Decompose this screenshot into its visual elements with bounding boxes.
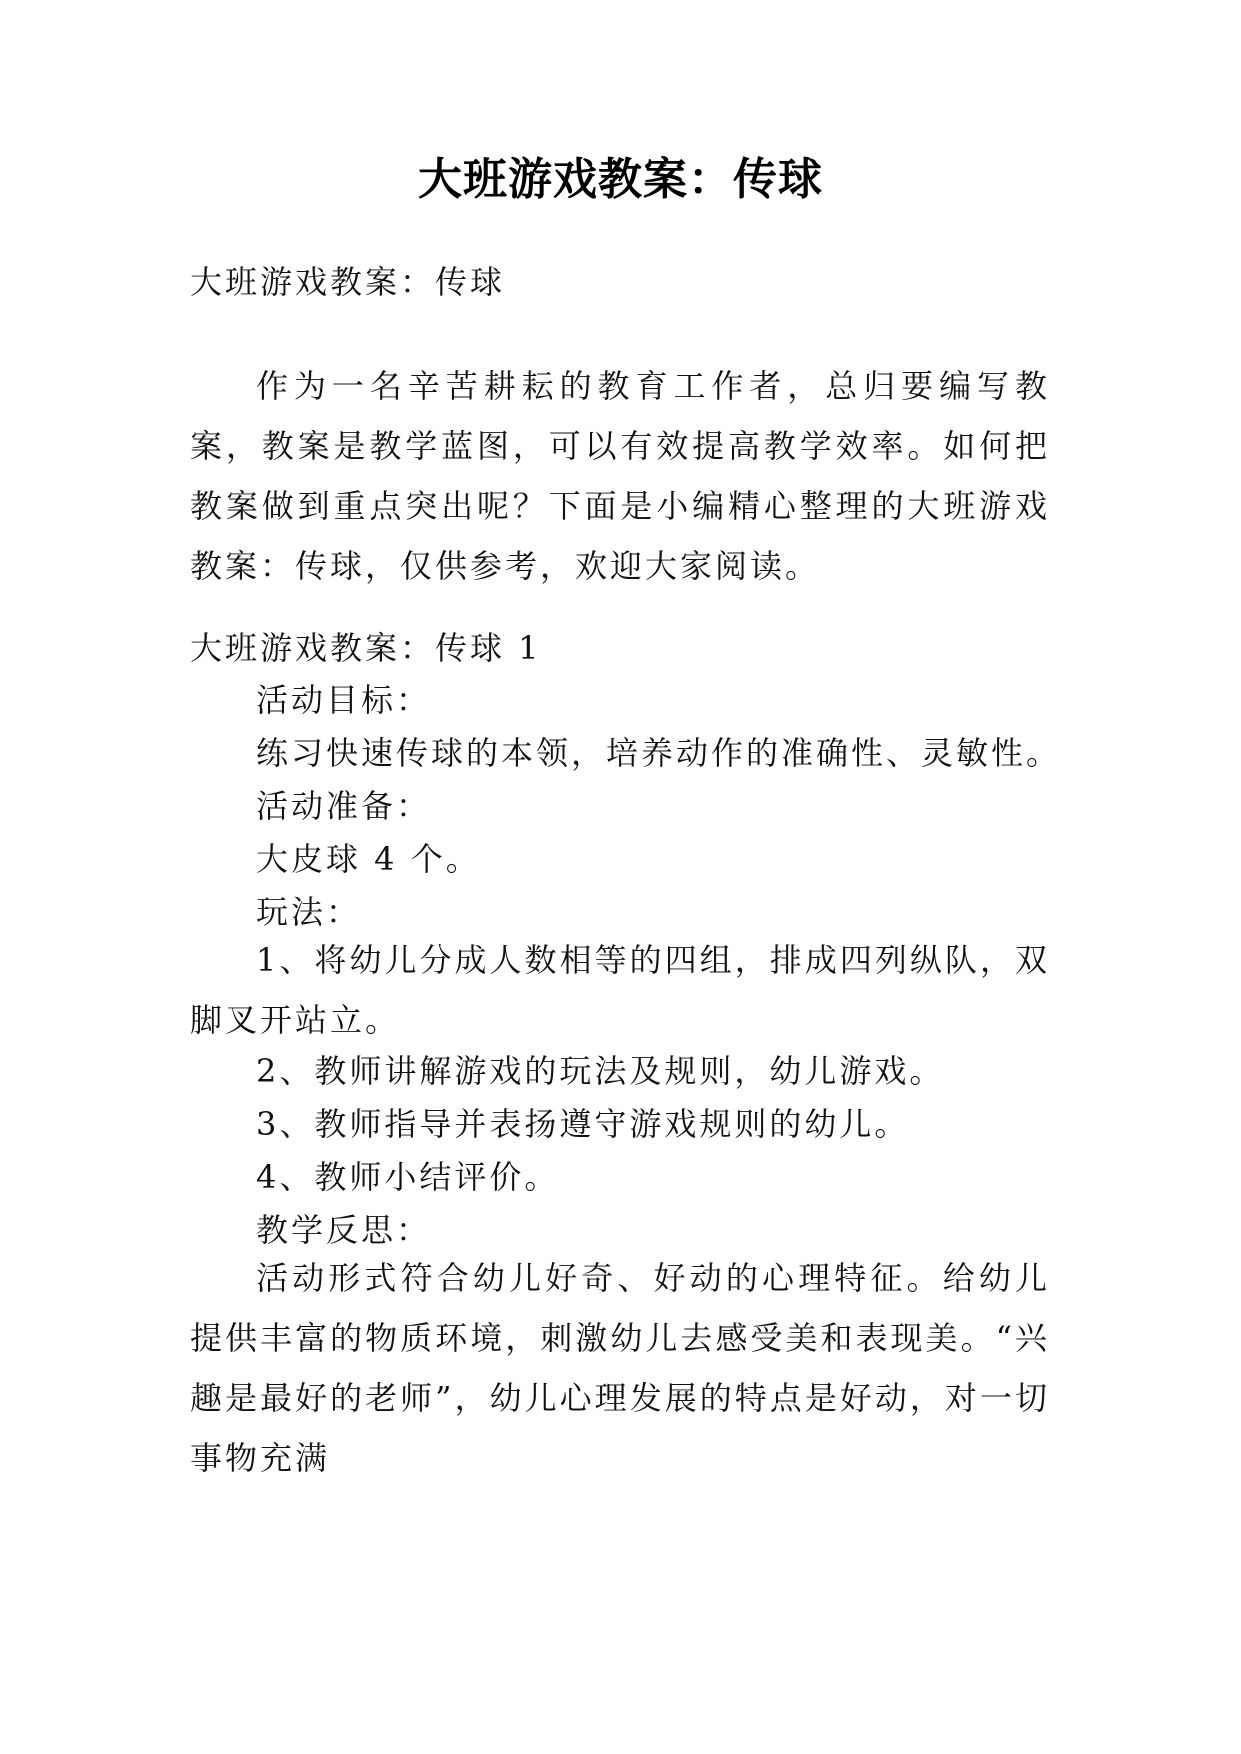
document-title: 大班游戏教案：传球 bbox=[418, 154, 823, 205]
goal-text: 练习快速传球的本领，培养动作的准确性、灵敏性。 bbox=[256, 734, 1062, 772]
reflection-paragraph: 活动形式符合幼儿好奇、好动的心理特征。给幼儿提供丰富的物质环境，刺激幼儿去感受美和表现美。“兴趣是最好的老师”，幼儿心理发展的特点是好动，对一切事物充满 bbox=[190, 1259, 1050, 1477]
play-step-3: 3、教师指导并表扬遵守游戏规则的幼儿。 bbox=[256, 1105, 910, 1143]
play-step-2: 2、教师讲解游戏的玩法及规则，幼儿游戏。 bbox=[256, 1052, 945, 1090]
document-subtitle: 大班游戏教案：传球 bbox=[190, 263, 506, 301]
play-label: 玩法： bbox=[256, 893, 362, 931]
play-step-4: 4、教师小结评价。 bbox=[256, 1158, 560, 1196]
section-heading: 大班游戏教案：传球 1 bbox=[190, 629, 542, 667]
prep-label: 活动准备： bbox=[256, 787, 432, 825]
prep-text: 大皮球 4 个。 bbox=[256, 840, 481, 878]
play-step-1: 1、将幼儿分成人数相等的四组，排成四列纵队，双脚叉开站立。 bbox=[190, 941, 1050, 1039]
reflection-label: 教学反思： bbox=[256, 1211, 432, 1249]
goal-label: 活动目标： bbox=[256, 681, 432, 719]
intro-paragraph: 作为一名辛苦耕耘的教育工作者，总归要编写教案，教案是教学蓝图，可以有效提高教学效率。如何把教案做到重点突出呢？下面是小编精心整理的大班游戏教案：传球，仅供参考，欢迎大家阅读。 bbox=[190, 367, 1050, 585]
